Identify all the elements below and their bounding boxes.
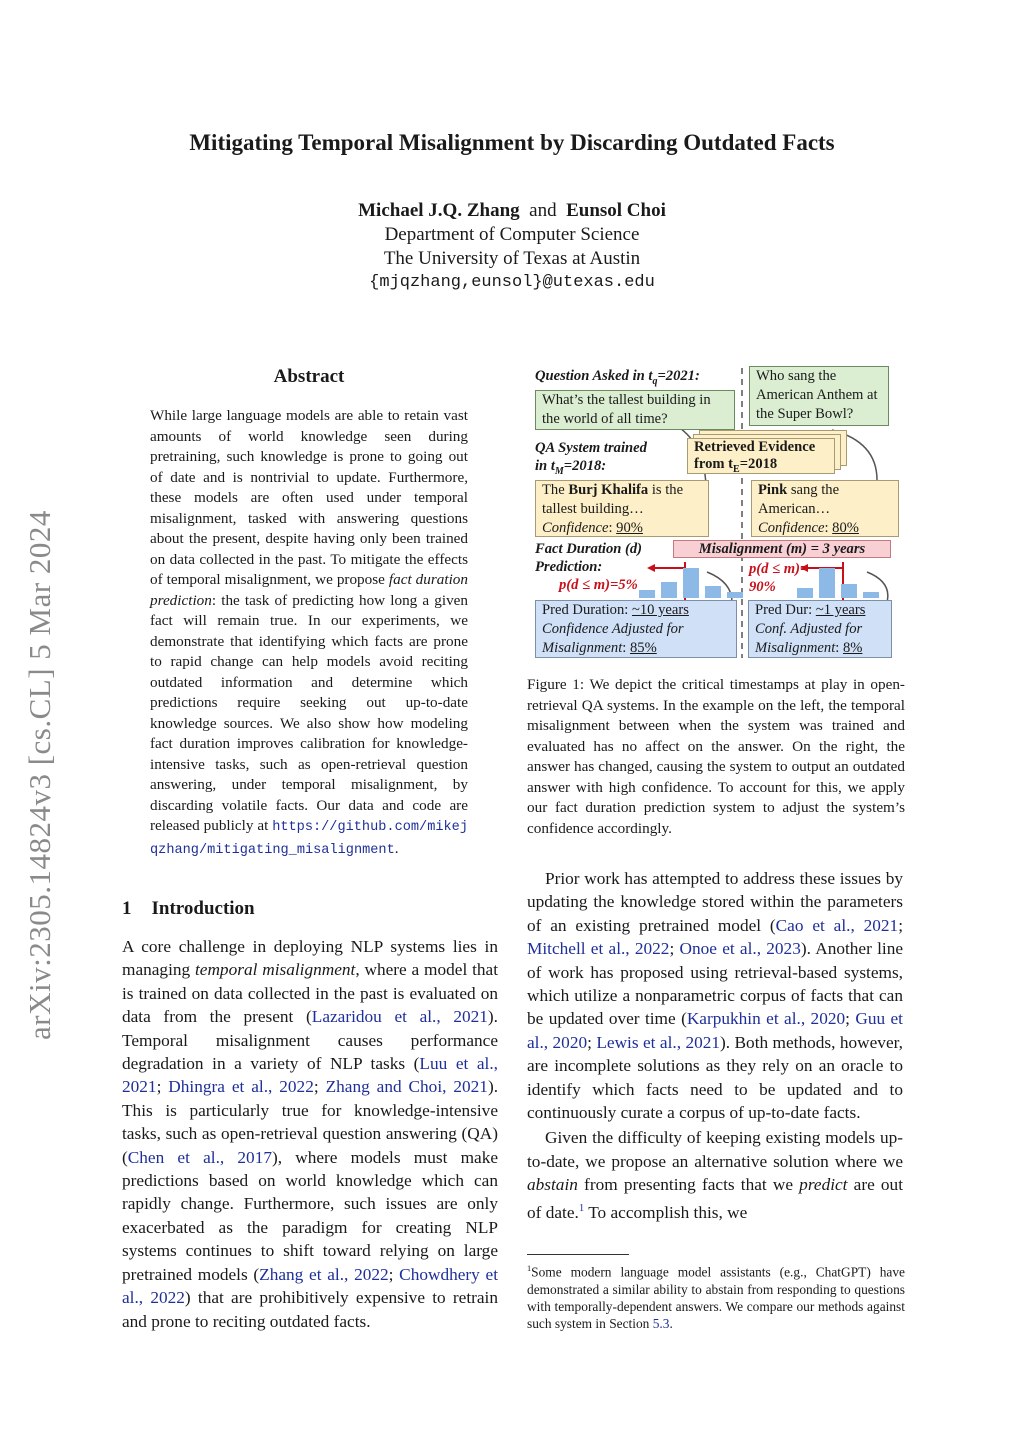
probability-right: p(d ≤ m)= 90% <box>749 561 809 595</box>
citation-link[interactable]: Lazaridou et al., 2021 <box>311 1007 488 1027</box>
probability-left: p(d ≤ m)=5% <box>559 577 638 593</box>
histogram-bar <box>797 588 813 598</box>
citation-link[interactable]: Chowdhery et al., 2022 <box>122 1264 498 1308</box>
author-conjunction: and <box>529 200 557 221</box>
histogram-bar <box>841 584 857 598</box>
answer-left-box: The Burj Khalifa is the tallest building… Confidence: 90% <box>535 480 709 537</box>
citation-link[interactable]: Mitchell et al., 2022 <box>527 939 670 959</box>
histogram-bar <box>819 568 835 598</box>
abstract-emphasis: fact duration prediction <box>150 571 468 609</box>
citation-link[interactable]: Zhang et al., 2022 <box>259 1264 389 1284</box>
retrieved-evidence-box: Retrieved Evidence from $t_E=2018$ <box>687 438 835 474</box>
fact-duration-label: Fact Duration (d) Prediction: <box>535 541 643 575</box>
text: A core challenge in deploying NLP systems lies in managing <box>122 937 498 980</box>
author-email: {mjqzhang,eunsol}@utexas.edu <box>369 273 655 292</box>
answer-right-box: Pink sang the American… Confidence: 80% <box>751 480 899 537</box>
misalignment-box: Misalignment (m) = 3 years <box>673 540 891 558</box>
author-block <box>0 199 1024 295</box>
footnote: $^1$Some modern language model assistants (e.g., ChatGPT) have demonstrated a similar ability to abstain from responding to questions with temporally-dependent answers. We compare our methods against such system in Section 5.3. <box>527 1264 905 1332</box>
abstract-part: : the task of predicting how long a given fact will remain true. In our experiments, we demonstrate that identifying which facts are prone to rapid change can help models avoid reciting outdated information and determine which predictions require seeking out up-to-date knowledge sources. We also show how modeling fact duration improves calibration for knowledge-intensive tasks, such as open-retrieval question answering, under temporal misalignment, by discarding volatile facts. Our data and code are released publicly at <box>150 591 468 834</box>
section-ref-link[interactable]: 5.3 <box>652 1316 670 1332</box>
citation-link[interactable]: Guu et al., 2020 <box>527 1009 903 1052</box>
histogram-bar <box>683 568 699 598</box>
question-right-box: Who sang the American Anthem at the Super Bowl? <box>749 366 889 426</box>
text: ). This is particularly true for knowledge-intensive tasks, such as open-retrieval question answering (QA) ( <box>122 1077 499 1167</box>
prediction-right-box: Pred Dur: ~1 years Conf. Adjusted for Misalignment: 8% <box>748 600 892 658</box>
citation-link[interactable]: Lewis et al., 2021 <box>596 1032 721 1052</box>
intro-paragraph <box>122 935 498 1333</box>
affiliation-dept: Department of Computer Science <box>384 224 640 245</box>
text: ; <box>388 1264 400 1284</box>
citation-link[interactable]: Onoe et al., 2023 <box>679 939 801 959</box>
paragraph: Prior work has attempted to address these issues by updating the knowledge stored within the parameters of an existing pretrained model (Cao et al., 2021; Mitchell et al., 2022; Onoe et al., 2023). Another line of work has proposed using retrieval-based systems, which utilize a nonparametric corpus of facts that can be updated over time (Karpukhin et al., 2020; Guu et al., 2020; Lewis et al., 2021). Both methods, however, are incomplete solutions as they rely on an oracle to identify which facts need to be updated and to continuously curate a corpus of up-to-date facts. <box>527 869 904 1123</box>
question-left-box: What’s the tallest building in the world of all time? <box>535 390 735 430</box>
abstract-part: While large language models are able to retain vast amounts of world knowledge seen during pretraining, such knowledge is prone to going out of date and is nontrivial to update. Furthermore, these models are often used under temporal misalignment, tasked with answering questions about the present, despite having only been trained on data collected in the past. To mitigate the effects of temporal misalignment, we propose <box>150 407 468 588</box>
text: ), where models must make predictions based on world knowledge which can rapidly change. Furthermore, such issues are only exacerbated as the paradigm for creating NLP systems continues to shift toward relying on large pretrained models ( <box>122 1147 498 1284</box>
paragraph: Given the difficulty of keeping existing models up-to-date, we propose an alternative solution where we abstain from presenting facts that we predict are out of date.$^1$ To accomplish this, we <box>527 1128 903 1222</box>
emphasis: temporal misalignment <box>194 960 356 980</box>
section-title: Introduction <box>151 898 255 919</box>
histogram-bar <box>661 582 677 598</box>
abstract-part: . <box>394 839 399 857</box>
red-arrowhead <box>647 564 655 572</box>
affiliation-univ: The University of Texas at Austin <box>383 248 641 269</box>
footnote-marker[interactable]: 1 <box>578 1201 585 1214</box>
arxiv-identifier: arXiv:2305.14824v3 [cs.CL] 5 Mar 2024 <box>22 510 57 1040</box>
figure-1 <box>527 362 905 662</box>
histogram-bar <box>727 592 743 598</box>
histogram-bar <box>863 592 879 598</box>
code-url-link[interactable]: https://github.com/mikejqzhang/mitigating_misalignment <box>150 820 468 858</box>
qa-system-label: QA System trained in $t_M=2018$: <box>535 440 647 477</box>
text: ; <box>156 1077 169 1097</box>
text: ; <box>313 1077 326 1097</box>
footnote-rule <box>527 1254 629 1255</box>
citation-link[interactable]: Cao et al., 2021 <box>775 915 899 935</box>
figure-caption: Figure 1: We depict the critical timestamps at play in open-retrieval QA systems. In the example on the left, the temporal misalignment between when the system was trained and evaluated has no affect on the answer. On the right, the answer has changed, causing the system to output an outdated answer with high confidence. To account for this, we apply our fact duration prediction system to adjust the system’s confidence accordingly. <box>527 676 905 837</box>
prediction-left-box: Pred Duration: ~10 years Confidence Adjusted for Misalignment: 85% <box>535 600 737 658</box>
author-name: Eunsol Choi <box>566 200 666 221</box>
abstract-text <box>150 406 468 861</box>
citation-link[interactable]: Karpukhin et al., 2020 <box>686 1009 846 1029</box>
citation-link[interactable]: Dhingra et al., 2022 <box>168 1077 314 1097</box>
histogram-bar <box>705 586 721 598</box>
right-column-text <box>527 867 903 1224</box>
citation-link[interactable]: Chen et al., 2017 <box>127 1147 272 1167</box>
text: ) that are prohibitively expensive to retrain and prone to reciting outdated facts. <box>122 1288 498 1331</box>
author-name: Michael J.Q. Zhang <box>358 200 520 221</box>
paper-title: Mitigating Temporal Misalignment by Discarding Outdated Facts <box>189 130 835 155</box>
citation-link[interactable]: Zhang and Choi, 2021 <box>325 1077 488 1097</box>
section-number: 1 <box>122 898 132 919</box>
abstract-heading: Abstract <box>273 366 345 387</box>
section-heading <box>122 898 275 920</box>
text: , where a model that is trained on data collected in the past is evaluated on data from the present ( <box>122 960 498 1027</box>
question-time-label: Question Asked in $t_q=2021$: <box>535 368 700 387</box>
text: ). Temporal misalignment causes performance degradation in a variety of NLP tasks ( <box>122 1007 498 1074</box>
citation-link[interactable]: Luu et al., 2021 <box>122 1054 498 1097</box>
histogram-bar <box>639 590 655 598</box>
